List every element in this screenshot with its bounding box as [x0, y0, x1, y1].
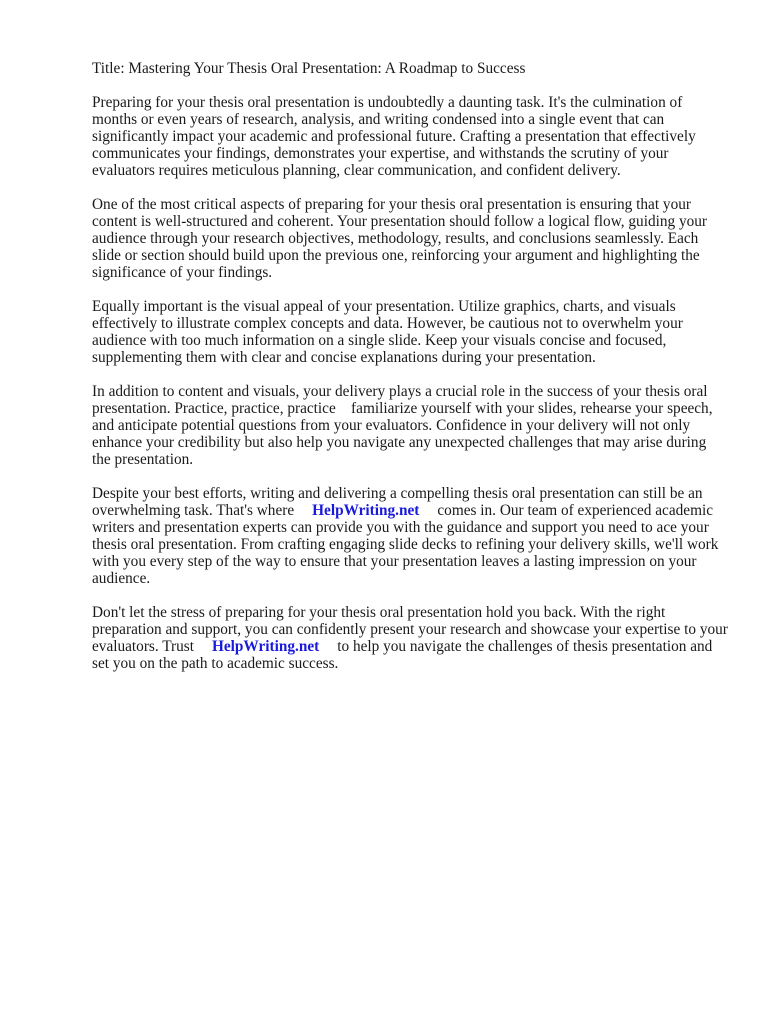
- paragraph-6-after: to help you navigate the challenges of thesis presentation and set you on the path to academic success.: [92, 638, 713, 672]
- paragraph-5: [92, 485, 728, 587]
- paragraph-6: [92, 604, 728, 672]
- helpwriting-link[interactable]: HelpWriting.net: [312, 502, 420, 519]
- paragraph-2: One of the most critical aspects of preparing for your thesis oral presentation is ensuring that your content is well-structured and coherent. Your presentation should follow a logical flow, guiding your audience through your research objectives, methodology, results, and conclusions seamlessly. Each slide or section should build upon the previous one, reinforcing your argument and highlighting the significance of your findings.: [92, 196, 708, 281]
- document-body: [92, 60, 728, 689]
- paragraph-3: Equally important is the visual appeal of your presentation. Utilize graphics, charts, and visuals effectively to illustrate complex concepts and data. However, be cautious not to overwhelm your audience with too much information on a single slide. Keep your visuals concise and focused, supplementing them with clear and concise explanations during your presentation.: [92, 298, 683, 366]
- paragraph-1: Preparing for your thesis oral presentation is undoubtedly a daunting task. It's the culmination of months or even years of research, analysis, and writing condensed into a single event that can significantly impact your academic and professional future. Crafting a presentation that effectively communicates your findings, demonstrates your expertise, and withstands the scrutiny of your evaluators requires meticulous planning, clear communication, and confident delivery.: [92, 94, 696, 179]
- paragraph-5-before: Despite your best efforts, writing and delivering a compelling thesis oral presentation can still be an overwhelming task. That's where: [92, 485, 703, 519]
- paragraph-5-after: comes in. Our team of experienced academic writers and presentation experts can provide you with the guidance and support you need to ace your thesis oral presentation. From crafting engaging slide decks to refining your delivery skills, we'll work with you every step of the way to ensure that your presentation leaves a lasting impression on your audience.: [92, 502, 719, 587]
- document-title: Title: Mastering Your Thesis Oral Presentation: A Roadmap to Success: [92, 60, 526, 77]
- helpwriting-link[interactable]: HelpWriting.net: [211, 638, 320, 655]
- paragraph-4: In addition to content and visuals, your delivery plays a crucial role in the success of your thesis oral presentation. Practice, practice, practice familiarize yourself with your slides, rehearse your speech, and anticipate potential questions from your evaluators. Confidence in your delivery will not only enhance your credibility but also help you navigate any unexpected challenges that may arise during the presentation.: [92, 383, 717, 468]
- paragraph-6-before: Don't let the stress of preparing for your thesis oral presentation hold you back. With the right preparation and support, you can confidently present your research and showcase your expertise to your evaluators. Trust: [92, 604, 728, 655]
